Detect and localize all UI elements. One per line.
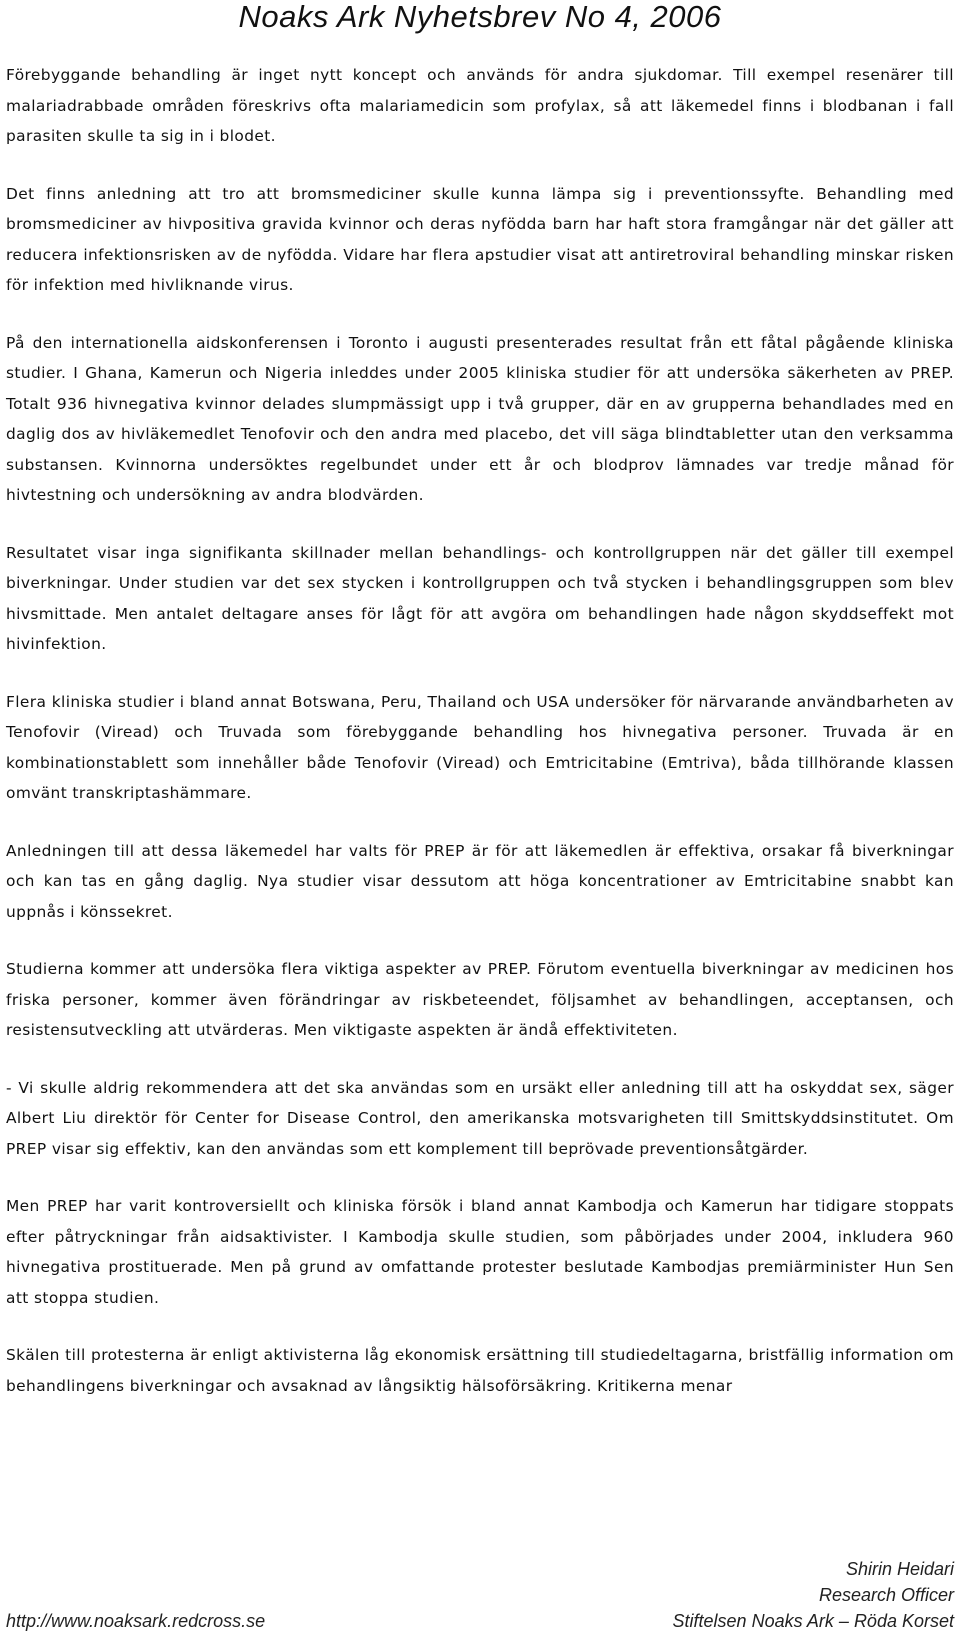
article-paragraph-10: Skälen till protesterna är enligt aktivisterna låg ekonomisk ersättning till studiedeltagarna, bristfällig information om behandlingens biverkningar och avsaknad av långsiktig hälsoförsäkring. Kritikerna menar (6, 1346, 954, 1395)
article-paragraph-6: Anledningen till att dessa läkemedel har valts för PREP är för att läkemedlen är effektiva, orsakar få biverkningar och kan tas en gång daglig. Nya studier visar dessutom att höga koncentrationer av Emtricitabine snabbt kan uppnås i könssekret. (6, 841, 954, 921)
organization-name: Stiftelsen Noaks Ark – Röda Korset (672, 1611, 954, 1631)
article-paragraph-4: Resultatet visar inga signifikanta skillnader mellan behandlings- och kontrollgruppen när det gäller till exempel biverkningar. Under studien var det sex stycken i kontrollgruppen och två stycken i behandlingsgruppen som blev hivsmittade. Men antalet deltagare anses för lågt för att avgöra om behandlingen hade någon skyddseffekt mot hivinfektion. (6, 543, 954, 653)
article-paragraph-7: Studierna kommer att undersöka flera viktiga aspekter av PREP. Förutom eventuella biverkningar av medicinen hos friska personer, kommer även förändringar av riskbeteendet, följsamhet av behandlingen, acceptansen, och resistensutveckling att utvärderas. Men viktigaste aspekten är ändå effektiviteten. (6, 960, 954, 1039)
article-paragraph-8: - Vi skulle aldrig rekommendera att det ska användas som en ursäkt eller anledning till att ha oskyddat sex, säger Albert Liu direktör för Center for Disease Control, den amerikanska motsvarigheten till Smittskyddsinstitutet. Om PREP visar sig effektiv, kan den användas som ett komplement till beprövade preventionsåtgärder. (6, 1078, 954, 1158)
article-paragraph-1: Förebyggande behandling är inget nytt koncept och används för andra sjukdomar. Till exempel resenärer till malariadrabbade områden föreskrivs ofta malariamedicin som profylax, så att läkemedel finns i blodbanan i fall parasiten skulle ta sig in i blodet. (6, 66, 954, 145)
article-paragraph-5: Flera kliniska studier i bland annat Botswana, Peru, Thailand och USA undersöker för närvarande användbarheten av Tenofovir (Viread) och Truvada som förebyggande behandling hos hivnegativa personer. Truvada är en kombinationstablett som innehåller både Tenofovir (Viread) och Emtricitabine (Emtriva), båda tillhörande klassen omvänt transkriptashämmare. (6, 692, 954, 802)
article-paragraph-3: På den internationella aidskonferensen i Toronto i augusti presenterades resultat från ett fåtal pågående kliniska studier. I Ghana, Kamerun och Nigeria inleddes under 2005 kliniska studier för att undersöka säkerheten av PREP. Totalt 936 hivnegativa kvinnor delades slumpmässigt upp i två grupper, där en av grupperna behandlades med en daglig dos av hivläkemedlet Tenofovir och den andra med placebo, det vill säga blindtabletter utan den verksamma substansen. Kvinnorna undersöktes regelbundet under ett år och blodprov lämnades var tredje månad för hivtestning och undersökning av andra blodvärden. (6, 333, 954, 504)
newsletter-title: Noaks Ark Nyhetsbrev No 4, 2006 (238, 0, 722, 34)
website-link[interactable]: http://www.noaksark.redcross.se (6, 1611, 266, 1631)
article-paragraph-9: Men PREP har varit kontroversiellt och kliniska försök i bland annat Kambodja och Kamerun har tidigare stoppats efter påtryckningar från aidsaktivister. I Kambodja skulle studien, som påbörjades under 2004, inkludera 960 hivnegativa prostituerade. Men på grund av omfattande protester beslutade Kambodjas premiärminister Hun Sen att stoppa studien. (6, 1197, 954, 1307)
author-role: Research Officer (818, 1585, 954, 1605)
article-paragraph-2: Det finns anledning att tro att bromsmediciner skulle kunna lämpa sig i preventionssyfte. Behandling med bromsmediciner av hivpositiva gravida kvinnor och deras nyfödda barn har haft stora framgångar när det gäller att reducera infektionsrisken av de nyfödda. Vidare har flera apstudier visat att antiretroviral behandling minskar risken för infektion med hivliknande virus. (6, 184, 954, 294)
author-name: Shirin Heidari (845, 1559, 954, 1579)
article-body (6, 60, 954, 1401)
author-signature (673, 1556, 954, 1634)
